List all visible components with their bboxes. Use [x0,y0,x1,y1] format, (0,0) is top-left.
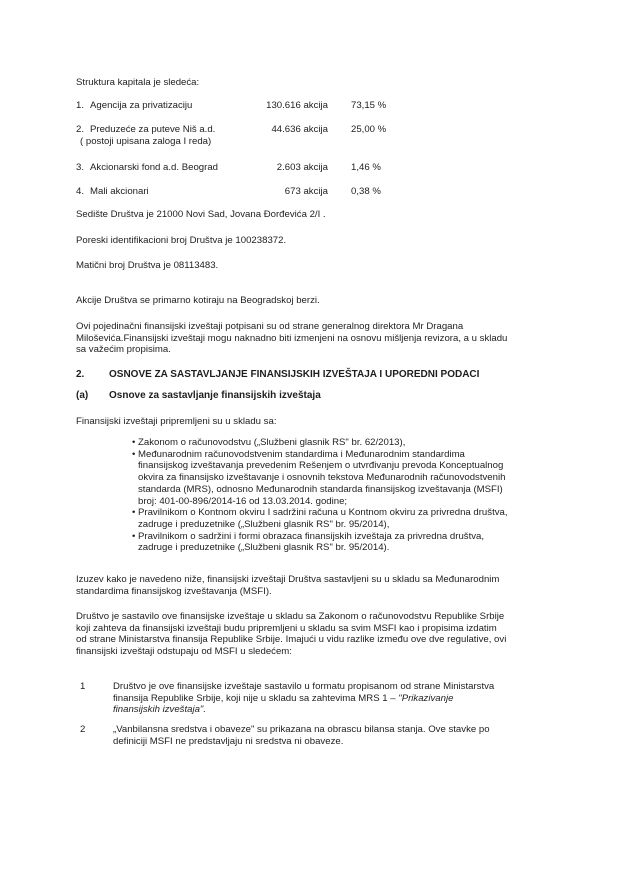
share-percent: 0,38 % [351,186,381,197]
registration-number: Matični broj Društva je 08113483. [76,260,219,271]
deviation-text [113,724,546,747]
stock-listing: Akcije Društva se primarno kotiraju na Beogradskoj berzi. [76,295,320,306]
tax-id: Poreski identifikacioni broj Društva je 100238372. [76,235,287,246]
shareholder-note: ( postoji upisana zaloga I reda) [80,136,212,147]
share-count: 130.616 akcija [266,100,328,111]
list-item [132,531,546,554]
deviation-number: 2 [80,724,86,735]
italic-reference: finansijskih izveštaja". [113,704,206,716]
deviation-number: 1 [80,681,86,692]
capital-row-number: 1. [76,100,85,111]
list-item-line: • Pravilnikom o Kontnom okviru I sadržini računa u Kontnom okviru za privredna društva, [138,507,508,519]
section-number: 2. [76,369,85,380]
subsection-heading: Osnove za sastavljanje finansijskih izveštaja [109,390,321,401]
italic-reference: "Prikazivanje [398,692,454,704]
signature-paragraph [76,321,546,356]
shareholder-name: Akcionarski fond a.d. Beograd [90,162,218,173]
subsection-number: (a) [76,390,89,401]
section-heading: OSNOVE ZA SASTAVLJANJE FINANSIJSKIH IZVEŠTAJA I UPOREDNI PODACI [109,369,480,380]
share-count: 44.636 akcija [271,124,328,135]
share-percent: 1,46 % [351,162,381,173]
list-item-line: • Međunarodnim računovodstvenim standardima i Međunarodnim standardima [138,448,465,460]
capital-row-number: 4. [76,186,85,197]
paragraph-line: Izuzev kako je navedeno niže, finansijski izveštaji Društva sastavljeni su u skladu sa Međunarodnim [76,574,500,585]
exception-paragraph [76,574,546,597]
shareholder-name: Mali akcionari [90,186,149,197]
shareholder-name: Preduzeće za puteve Niš a.d. [90,124,216,135]
regulation-list [132,437,546,554]
share-count: 2.603 akcija [276,162,328,173]
list-item-line: broj: 401-00-896/2014-16 od 13.03.2014. godine; [138,495,348,507]
list-item-line: • Zakonom o računovodstvu („Službeni glasnik RS" br. 62/2013), [138,437,406,448]
paragraph-line [113,693,546,705]
list-item-line: finansijskog izveštavanja prevedenim Rešenjem o utvrđivanju prevoda Konceptualnog [138,460,504,472]
company-seat: Sedište Društva je 21000 Novi Sad, Jovana Đorđevića 2/I . [76,209,326,220]
paragraph-line: definiciji MSFI ne predstavljaju ni sredstva ni obaveze. [113,735,344,747]
list-item [132,507,546,530]
share-percent: 25,00 % [351,124,387,135]
paragraph-line: Ovi pojedinačni finansijski izveštaji potpisani su od strane generalnog direktora Mr Dragana [76,321,464,332]
shareholder-name: Agencija za privatizaciju [90,100,193,111]
paragraph-line-start: finansija Republike Srbije, koji nije u skladu sa zahtevima MRS 1 – [113,692,396,704]
list-item [132,437,546,449]
paragraph-line: koji zahteva da finansijski izveštaji budu pripremljeni u skladu sa svim MSFI kao i propisima izdatim [76,622,497,634]
capital-row-number: 3. [76,162,85,173]
list-item-line: zadruge i preduzetnike („Službeni glasnik RS" br. 95/2014). [138,542,390,554]
share-count: 673 akcija [284,186,328,197]
deviation-text [113,681,546,716]
list-item-line: zadruge i preduzetnike („Službeni glasnik RS" br. 95/2014), [138,518,390,530]
prepared-in-accordance: Finansijski izveštaji pripremljeni su u skladu sa: [76,416,277,427]
paragraph-line: standardima finansijskog izveštavanja (MSFI). [76,585,272,597]
paragraph-line: Društvo je ove finansijske izveštaje sastavilo u formatu propisanom od strane Ministarstva [113,681,495,692]
paragraph-line: sa važećim propisima. [76,344,171,356]
paragraph-line: „Vanbilansna sredstva i obaveze" su prikazana na obrascu bilansa stanja. Ove stavke po [113,724,490,735]
list-item [132,449,546,508]
share-percent: 73,15 % [351,100,387,111]
paragraph-line: Društvo je sastavilo ove finansijske izveštaje u skladu sa Zakonom o računovodstvu Republike Srbije [76,611,505,622]
list-item-line: standarda (MRS), odnosno Međunarodnih standarda finansijskog izveštavanja (MSFI) [138,483,503,495]
capital-row-number: 2. [76,124,85,135]
list-item-line: • Pravilnikom o sadržini i formi obrazaca finansijskih izveštaja za privredna društva, [138,530,485,542]
paragraph-line: od strane Ministarstva finansija Republike Srbije. Imajući u vidu razlike između ove dve regulative, ovi [76,634,507,646]
capital-structure-intro: Struktura kapitala je sledeća: [76,77,200,88]
paragraph-line: finansijski izveštaji odstupaju od MSFI u sledećem: [76,646,292,658]
paragraph-line: Miloševića.Finansijski izveštaji mogu naknadno biti izmenjeni na osnovu mišljenja revizora, a u skladu [76,332,508,344]
law-paragraph [76,611,546,658]
list-item-line: okvira za finansijsko izveštavanje i osnovnih tekstova Međunarodnih računovodstvenih [138,472,506,484]
